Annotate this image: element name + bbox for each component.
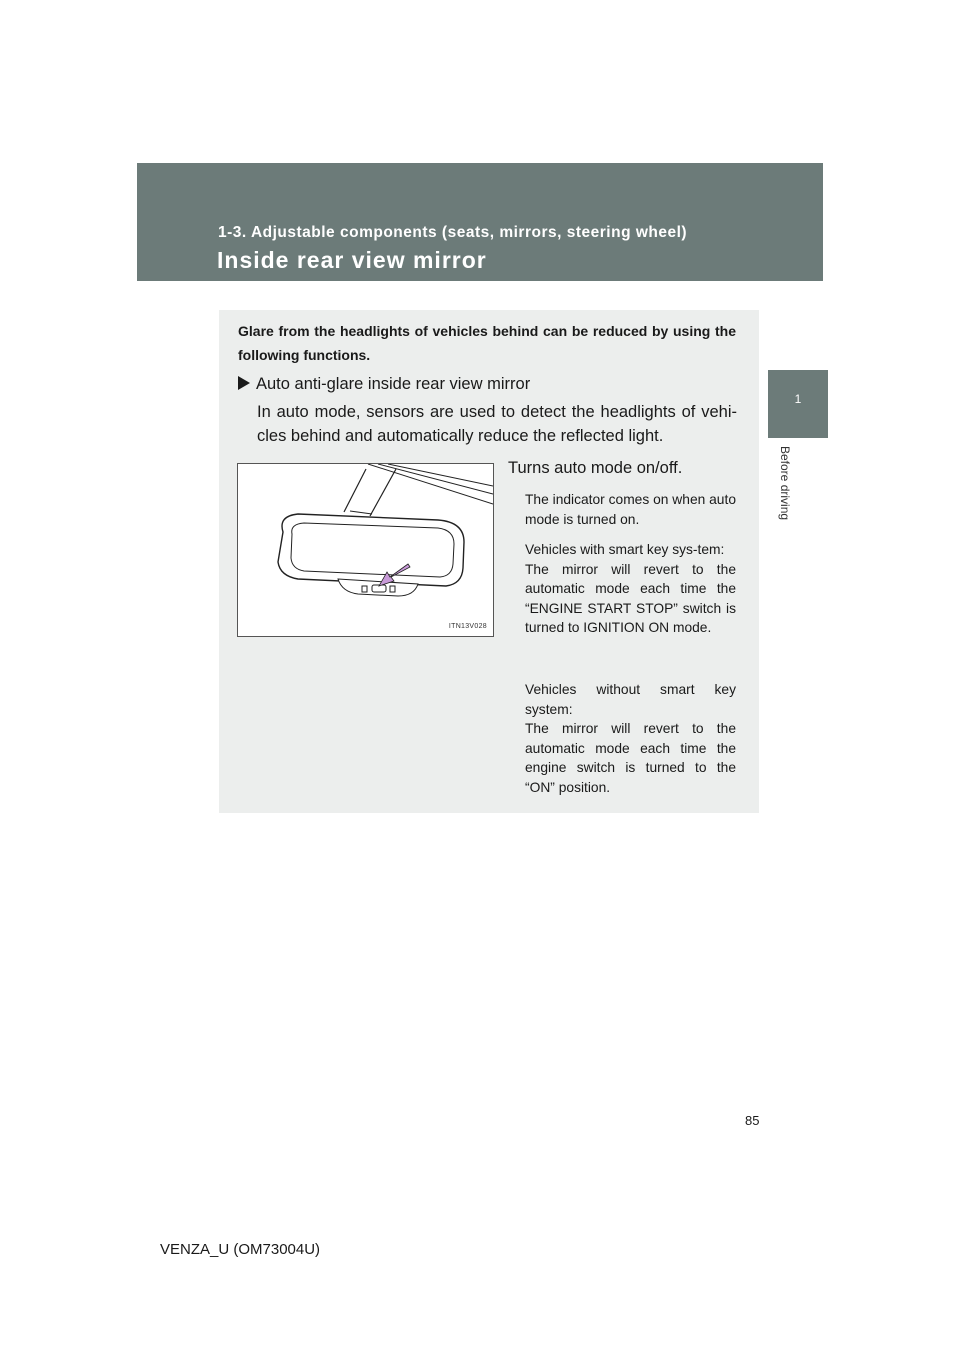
figure-code: ITN13V028 (448, 623, 487, 630)
triangle-bullet-icon (238, 376, 250, 390)
page-number: 85 (745, 1113, 760, 1128)
intro-text: Glare from the headlights of vehicles behind can be reduced by using the following functions. (238, 323, 736, 363)
content-panel (219, 310, 759, 813)
note-no-smart-key (525, 680, 736, 798)
note-smart-key (525, 540, 736, 638)
rear-view-mirror-drawing (238, 464, 493, 636)
section-label: 1-3. Adjustable components (seats, mirrors, steering wheel) (218, 224, 688, 241)
note-text: The indicator comes on when auto mode is turned on. (525, 492, 736, 527)
chapter-name: Before driving (778, 446, 792, 521)
item-heading-label: Auto anti-glare inside rear view mirror (256, 375, 531, 393)
item-body: In auto mode, sensors are used to detect the headlights of vehi-cles behind and automatically reduce the reflected light. (257, 403, 737, 445)
note-condition: Vehicles without smart key system: (525, 682, 736, 717)
note-indicator (525, 490, 736, 529)
note-text: The mirror will revert to the automatic mode each time the “ENGINE START STOP” switch is turned to IGNITION ON mode. (525, 561, 736, 636)
chapter-tab[interactable] (768, 370, 828, 438)
chapter-number: 1 (794, 392, 802, 406)
header-band (137, 163, 823, 281)
mirror-illustration (237, 463, 494, 637)
page-title: Inside rear view mirror (217, 247, 487, 273)
note-condition: Vehicles with smart key sys-tem: (525, 542, 725, 557)
callout-heading: Turns auto mode on/off. (508, 459, 683, 477)
item-heading (238, 373, 738, 395)
note-text: The mirror will revert to the automatic mode each time the engine switch is turned to the “ON” position. (525, 721, 736, 795)
document-code: VENZA_U (OM73004U) (160, 1241, 321, 1258)
